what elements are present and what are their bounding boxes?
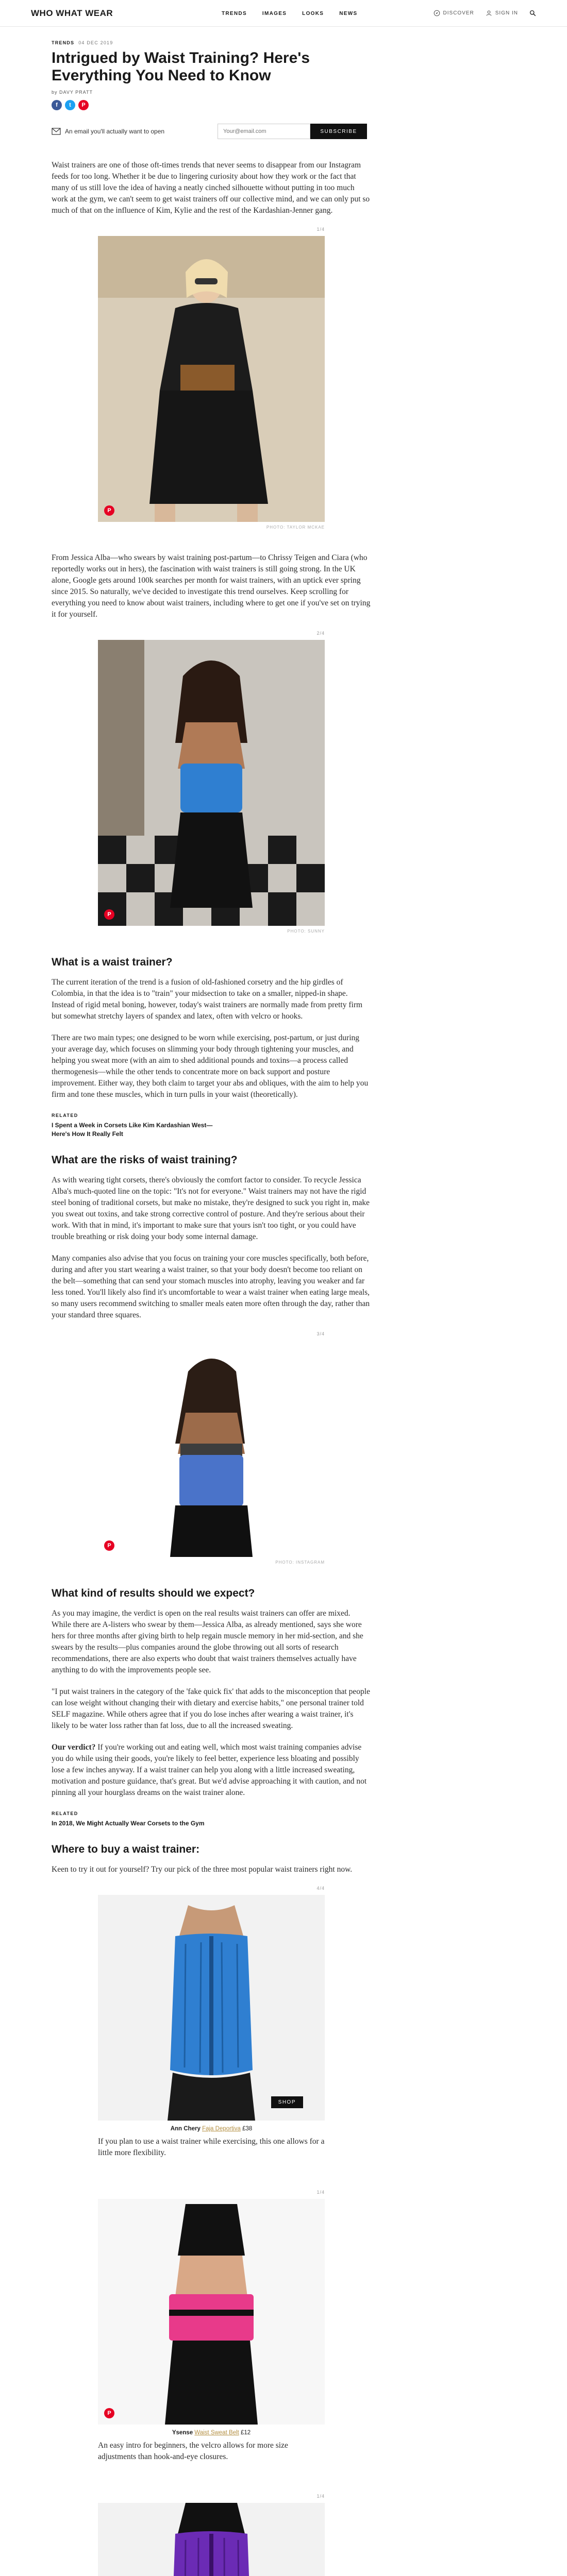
photo-credit: PHOTO: TAYLOR MCKAE bbox=[266, 525, 325, 530]
search-icon bbox=[529, 10, 536, 16]
discover-button[interactable] bbox=[433, 10, 474, 16]
shop-button[interactable]: SHOP bbox=[271, 2096, 303, 2108]
email-input[interactable] bbox=[218, 124, 310, 139]
heading-results: What kind of results should we expect? bbox=[52, 1587, 255, 1599]
photo-image bbox=[98, 1341, 325, 1557]
product-name-link[interactable]: Faja Deportiva bbox=[202, 2126, 241, 2132]
search-button[interactable] bbox=[529, 10, 536, 16]
pinterest-pin-icon[interactable]: P bbox=[104, 1540, 114, 1551]
pinterest-pin-icon[interactable]: P bbox=[104, 909, 114, 920]
subscribe-button[interactable]: SUBSCRIBE bbox=[310, 124, 367, 139]
share-buttons bbox=[52, 100, 371, 110]
paragraph-core: Many companies also advise that you focus on training your core muscles specifically, both before, during and after you start wearing a waist trainer, so that your body doesn't become too reliant on the belt—something that can send your stomach muscles into atrophy, leaving you weaker and far less toned. You'll likely also find it's uncomfortable to wear a waist trainer when eating large meals, so many users recommend switching to smaller meals eaten more often through the day, rather than your standard three squares. bbox=[52, 1254, 370, 1319]
paragraph-quote: "I put waist trainers in the category of the 'fake quick fix' that adds to the misconception that people can lose weight without changing their with dietary and exercise habits," one personal trainer told SELF magazine. While others agree that if you do lose inches after wearing a waist trainer, it's likely to be water loss rather than fat loss, due to all the increased sweating. bbox=[52, 1687, 370, 1730]
paragraph-types: There are two main types; one designed to be worn while exercising, post-partum, or just during your average day, which focuses on slimming your body through tightening your muscles, and helping you sweat more (with an aim to shed additional pounds and toxins—a process called thermogenesis—while the other tends to concentrate more on back support and posture improvement. Either way, they both claim to target your abs and obliques, with the aim to help you firm and tone these muscles, which in turn pulls in your waist (theoretically). bbox=[52, 1033, 369, 1099]
kicker-section-link[interactable]: TRENDS bbox=[52, 40, 75, 45]
facebook-share-icon[interactable]: f bbox=[52, 100, 62, 110]
product-price: £12 bbox=[241, 2430, 251, 2436]
nav-right bbox=[433, 10, 536, 16]
related-article-2 bbox=[52, 1809, 371, 1828]
photo-celebrity-waist-trainer bbox=[98, 236, 325, 522]
pinterest-share-icon[interactable]: P bbox=[78, 100, 89, 110]
related-link[interactable]: In 2018, We Might Actually Wear Corsets to the Gym bbox=[52, 1820, 205, 1827]
product-image bbox=[98, 2503, 325, 2576]
product-caption bbox=[98, 2126, 325, 2132]
top-navigation bbox=[0, 0, 567, 27]
sign-in-button[interactable] bbox=[486, 10, 518, 16]
user-icon bbox=[486, 10, 492, 16]
photo-image bbox=[98, 640, 325, 926]
product-description: If you plan to use a waist trainer while exercising, this one allows for a little more flexibility. bbox=[98, 2137, 325, 2157]
paragraph-risks: As with wearing tight corsets, there's obviously the comfort factor to consider. To recycle Jessica Alba's much-quoted line on the topic: "It's not for everyone." Waist trainers may not have the rigid steel boning of traditional corsets, but make no mistake, they're designed to suck you right in, make you sweat out toxins, and take strong corrective control of posture. And they're serious about their work. With that in mind, it's important to make sure that yours isn't too tight, or you could have trouble breathing or risk doing your body some internal damage. bbox=[52, 1176, 370, 1241]
sign-in-label: SIGN IN bbox=[495, 10, 518, 16]
product-brand: Ysense bbox=[172, 2430, 193, 2436]
product-image bbox=[98, 2199, 325, 2425]
paragraph-what-is: The current iteration of the trend is a fusion of old-fashioned corsetry and the hip girdles of Colombia, in that the idea is to "train" your midsection to take on a smaller, nipped-in shape. Instead of rigid metal boning, however, today's waist trainers are normally made from pretty firm but somewhat stretchy layers of spandex and latex, often with velcro or hooks. bbox=[52, 978, 363, 1021]
byline bbox=[52, 90, 371, 95]
author-link[interactable]: by DAVY PRATT bbox=[52, 90, 93, 95]
product-description: An easy intro for beginners, the velcro allows for more size adjustments than hook-and-eye closures. bbox=[98, 2441, 288, 2461]
heading-what-is: What is a waist trainer? bbox=[52, 956, 173, 968]
verdict-lead: Our verdict? bbox=[52, 1743, 96, 1752]
product-image-pink-belt[interactable] bbox=[98, 2199, 325, 2425]
discover-label: DISCOVER bbox=[443, 10, 474, 16]
main-nav bbox=[222, 0, 357, 27]
nav-link-looks[interactable]: LOOKS bbox=[302, 10, 324, 16]
product-name-link[interactable]: Waist Sweat Belt bbox=[194, 2430, 239, 2436]
product-counter: 1/4 bbox=[316, 2190, 325, 2195]
product-counter: 4/4 bbox=[316, 1886, 325, 1891]
product-image-purple-trainer[interactable] bbox=[98, 2503, 325, 2576]
photo-1 bbox=[98, 227, 325, 530]
publish-date: 04 DEC 2019 bbox=[78, 40, 113, 45]
photo-2 bbox=[98, 631, 325, 934]
newsletter-text: An email you'll actually want to open bbox=[65, 128, 165, 135]
product-brand: Ann Chery bbox=[170, 2126, 201, 2132]
nav-link-news[interactable]: NEWS bbox=[339, 10, 358, 16]
photo-counter: 3/4 bbox=[316, 1331, 325, 1336]
nav-link-trends[interactable]: TRENDS bbox=[222, 10, 247, 16]
article bbox=[52, 27, 371, 2576]
photo-image bbox=[98, 236, 325, 522]
kicker bbox=[52, 40, 371, 45]
compass-icon bbox=[433, 10, 440, 16]
paragraph-intro: Waist trainers are one of those oft-times trends that never seems to disappear from our Instagram feeds for too long. Whether it be due to lingering curiosity about how they work or the fact that many of us still love the idea of having a neatly cinched silhouette without putting in too much work at the gym, we can't seem to get waist trainers off our collective mind, and we can only put so much of that on the influence of Kim, Kylie and the rest of the Kardashian-Jenner gang. bbox=[52, 161, 370, 215]
photo-selfie-waist-trainer bbox=[98, 640, 325, 926]
related-label: RELATED bbox=[52, 1811, 78, 1816]
product-image bbox=[98, 1895, 325, 2121]
newsletter-signup bbox=[52, 124, 371, 139]
photo-counter: 2/4 bbox=[316, 631, 325, 636]
product-caption bbox=[98, 2430, 325, 2436]
photo-counter: 1/4 bbox=[316, 227, 325, 232]
product-image-blue-trainer[interactable] bbox=[98, 1895, 325, 2121]
related-label: RELATED bbox=[52, 1113, 78, 1118]
mail-icon bbox=[52, 128, 61, 135]
site-logo[interactable]: WHO WHAT WEAR bbox=[31, 8, 113, 18]
twitter-share-icon[interactable]: t bbox=[65, 100, 75, 110]
product-card-1 bbox=[98, 1886, 325, 2159]
pinterest-pin-icon[interactable]: P bbox=[104, 505, 114, 516]
paragraph-results: As you may imagine, the verdict is open on the real results waist trainers can offer are mixed. While there are A-listers who swear by them—Jessica Alba, as already mentioned, says she wore hers for three months after giving birth to help regain muscle memory in her mid-section, and she swears by the results—plus companies around the globe throwing out all sorts of research recommendations, there are also experts who doubt that waist trainers themselves actually have anything to do with the improvements people see. bbox=[52, 1609, 363, 1674]
photo-3 bbox=[98, 1331, 325, 1565]
pinterest-pin-icon[interactable]: P bbox=[104, 2408, 114, 2418]
photo-credit: PHOTO: INSTAGRAM bbox=[275, 1560, 325, 1565]
photo-gym-waist-trainer bbox=[98, 1341, 325, 1557]
article-title: Intrigued by Waist Training? Here's Everything You Need to Know bbox=[52, 49, 310, 84]
photo-credit: PHOTO: SUNNY bbox=[287, 929, 325, 934]
product-counter: 1/4 bbox=[316, 2494, 325, 2499]
product-price: £38 bbox=[242, 2126, 253, 2132]
related-link[interactable]: I Spent a Week in Corsets Like Kim Kardashian West—Here's How It Really Felt bbox=[52, 1122, 213, 1138]
verdict-text: If you're working out and eating well, which most waist training companies advise you do while using their goods, you're likely to feel better, experience less bloating and possibly lose a few inches anyway. If a waist trainer can help you along with a little increased sweating, motivation and posture guidance, that's great. But we'd advise approaching it with caution, and not pinning all your hourglass dreams on the waist trainer alone. bbox=[52, 1743, 367, 1797]
paragraph-verdict bbox=[52, 1742, 371, 1799]
product-card-2 bbox=[98, 2190, 325, 2463]
paragraph-celebrities: From Jessica Alba—who swears by waist training post-partum—to Chrissy Teigen and Ciara (who reportedly works out in hers), the fascination with waist trainers is still going strong. In the UK alone, Google gets around 100k searches per month for waist trainers, with an uptick ever spring since 2015. So naturally, we've decided to investigate this trend ourselves. Keep scrolling for everything you need to know about waist trainers, including where to get one if you've set on trying it for yourself. bbox=[52, 553, 371, 619]
related-article-1 bbox=[52, 1111, 371, 1139]
paragraph-buy-intro: Keen to try it out for yourself? Try our pick of the three most popular waist trainers right now. bbox=[52, 1865, 353, 1874]
product-card-3 bbox=[98, 2494, 325, 2576]
heading-where-to-buy: Where to buy a waist trainer: bbox=[52, 1843, 200, 1855]
nav-link-images[interactable]: IMAGES bbox=[262, 10, 287, 16]
heading-risks: What are the risks of waist training? bbox=[52, 1154, 238, 1166]
